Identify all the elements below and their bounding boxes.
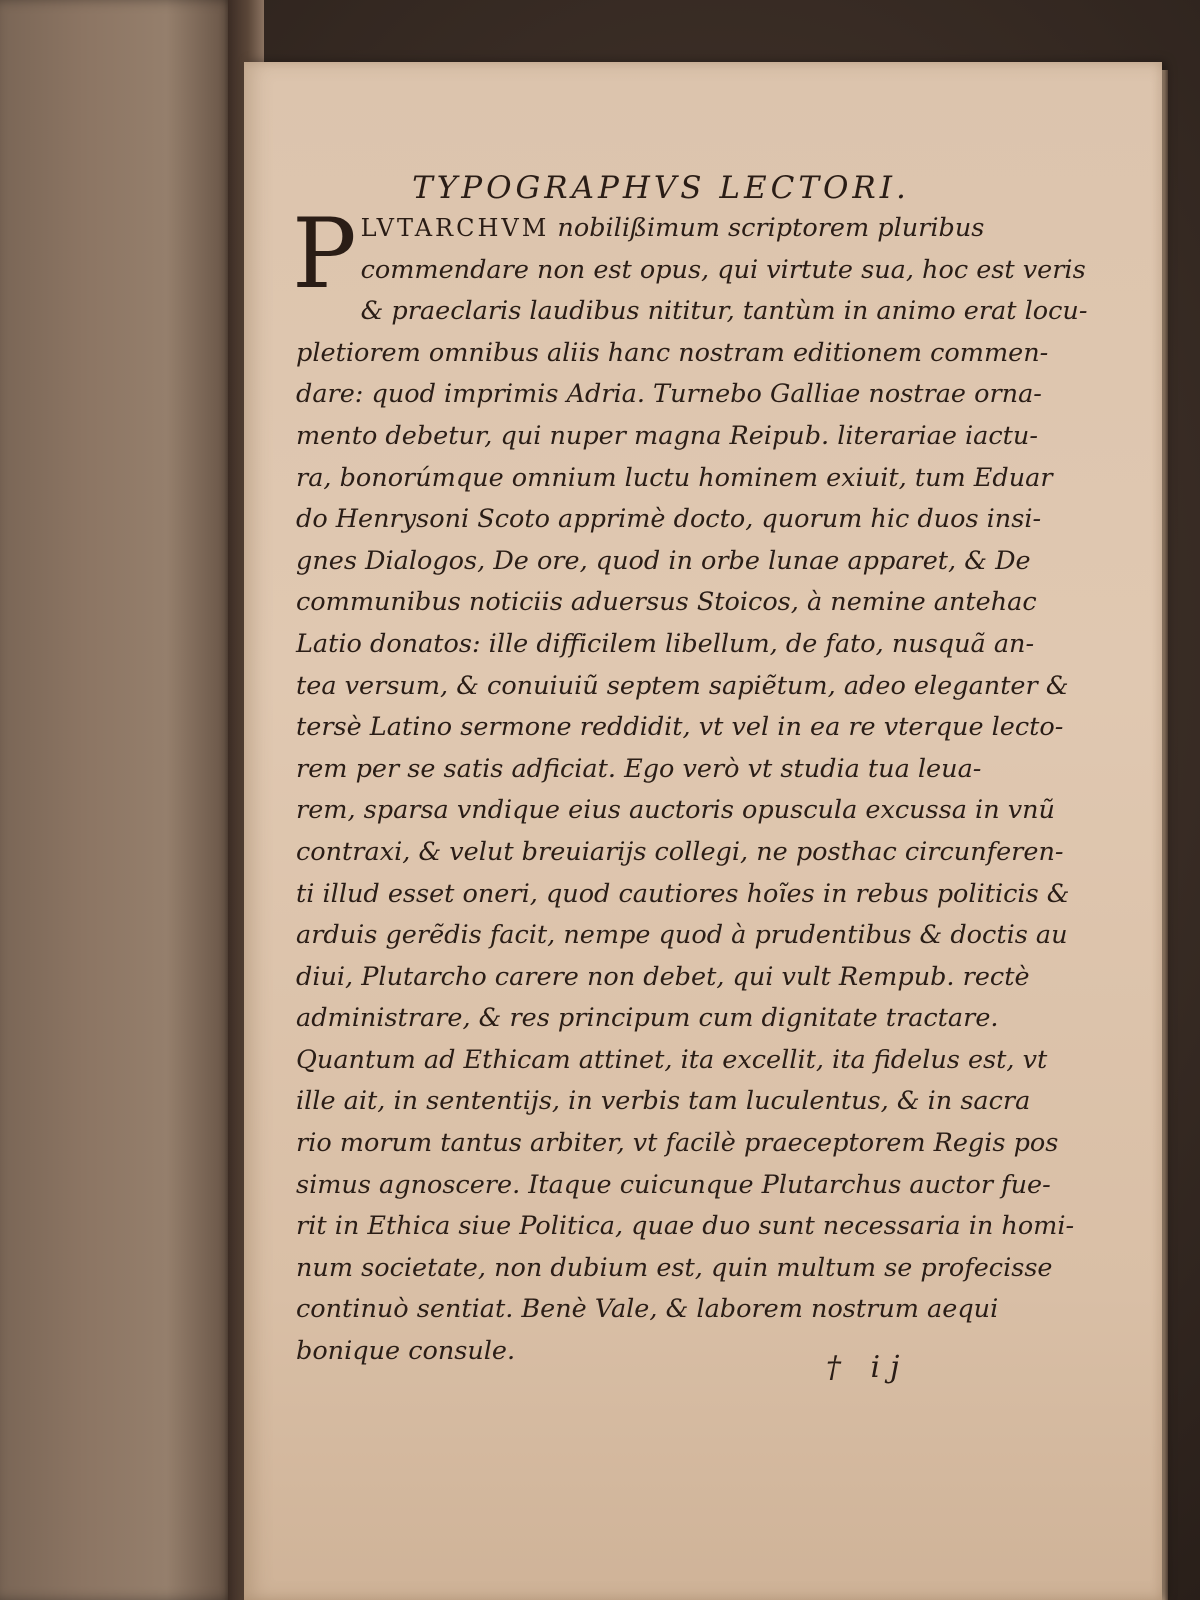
text-line: num societate, non dubium est, quin multum se profecisse [296, 1252, 1053, 1283]
text-line: simus agnoscere. Itaque cuicunque Plutarchus auctor fue- [296, 1169, 1051, 1200]
text-line: tea versum, & conuiuiũ septem sapiẽtum, adeo eleganter & [296, 670, 1069, 701]
first-line-rest: nobilißimum scriptorem pluribus [549, 213, 985, 243]
text-line: Quantum ad Ethicam attinet, ita excellit, ita fidelus est, vt [296, 1044, 1048, 1075]
text-line: ra, bonorúmque omnium luctu hominem exiuit, tum Eduar [296, 462, 1053, 493]
book-page [244, 62, 1162, 1600]
first-word-caps: LVTARCHVM [360, 214, 550, 242]
text-line: ti illud esset oneri, quod cautiores hoĩes in rebus politicis & [296, 878, 1070, 909]
text-line: continuò sentiat. Benè Vale, & laborem nostrum aequi [296, 1294, 999, 1325]
text-line: administrare, & res principum cum dignitate tractare. [296, 1003, 999, 1034]
text-line: ille ait, in sententijs, in verbis tam luculentus, & in sacra [296, 1086, 1031, 1117]
running-head: TYPOGRAPHVS LECTORI. [412, 170, 910, 206]
text-line: & praeclaris laudibus nititur, tantùm in animo erat locu- [360, 296, 1088, 327]
text-line: do Henrysoni Scoto apprimè docto, quorum hic duos insi- [296, 504, 1042, 535]
text-line: rit in Ethica siue Politica, quae duo sunt necessaria in homi- [296, 1211, 1075, 1242]
drop-cap: P [292, 198, 357, 310]
text-line-first [296, 208, 1026, 250]
text-line: arduis gerẽdis facit, nempe quod à prudentibus & doctis au [296, 920, 1068, 951]
text-line: bonique consule. [296, 1336, 516, 1367]
text-line: tersè Latino sermone reddidit, vt vel in ea re vterque lecto- [296, 712, 1064, 743]
page-content [292, 170, 1088, 1385]
body-text [292, 198, 1088, 1373]
text-line: Latio donatos: ille difficilem libellum, de fato, nusquã an- [296, 628, 1035, 659]
left-page [0, 0, 238, 1600]
text-line: mento debetur, qui nuper magna Reipub. literariae iactu- [296, 420, 1038, 451]
text-line: commendare non est opus, qui virtute sua, hoc est veris [360, 254, 1086, 285]
text-line: pletiorem omnibus aliis hanc nostram editionem commen- [296, 337, 1049, 368]
text-line: gnes Dialogos, De ore, quod in orbe lunae apparet, & De [296, 545, 1031, 576]
text-line: rio morum tantus arbiter, vt facilè praeceptorem Regis pos [296, 1128, 1059, 1159]
text-line: rem, sparsa vndique eius auctoris opuscula excussa in vnũ [296, 795, 1055, 826]
text-line: contraxi, & velut breuiarijs collegi, ne posthac circunferen- [296, 836, 1064, 867]
signature-mark: † ij [826, 1350, 910, 1385]
text-line: dare: quod imprimis Adria. Turnebo Galliae nostrae orna- [296, 379, 1042, 410]
text-line: diui, Plutarcho carere non debet, qui vult Rempub. rectè [296, 961, 1030, 992]
text-line: rem per se satis adficiat. Ego verò vt studia tua leuа- [296, 753, 982, 784]
text-line: communibus noticiis aduersus Stoicos, à nemine antehac [296, 587, 1037, 618]
